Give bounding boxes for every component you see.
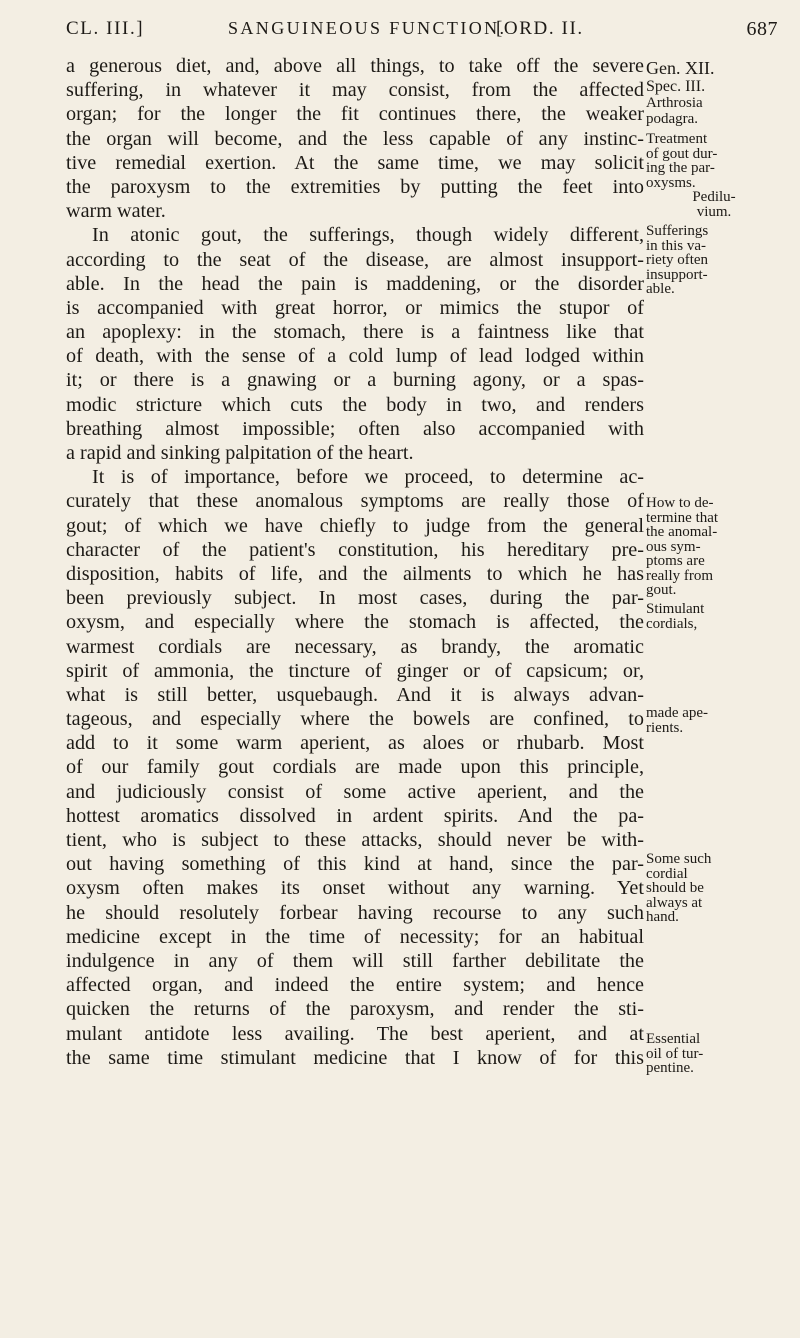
note-line: riety often (646, 252, 709, 268)
text-line: oxysm, and especially where the stomach is affected, the (66, 611, 644, 634)
note-line: rients. (646, 719, 684, 736)
text-line: warm water. (66, 200, 166, 223)
text-line: oxysm often makes its onset without any warning. Yet (66, 877, 644, 900)
note-line: pentine. (646, 1060, 694, 1076)
note-line: ptoms are (646, 553, 705, 569)
text-line: able. In the head the pain is maddening, or the disorder (66, 272, 644, 295)
note-line: cordial (646, 865, 688, 882)
text-line: quicken the returns of the paroxysm, and render the sti- (66, 998, 644, 1021)
text-line: of our family gout cordials are made upon this principle, (66, 756, 644, 779)
note-line: Arthrosia (646, 95, 703, 111)
text-line: tient, who is subject to these attacks, should never be with- (66, 829, 644, 851)
note-line: Stimulant (646, 601, 705, 617)
note-line: should be (646, 880, 704, 896)
text-line: of death, with the sense of a cold lump of lead lodged within (66, 345, 644, 368)
text-line: the paroxysm to the extremities by putting the feet into (66, 175, 644, 198)
text-line: medicine except in the time of necessity; for an habitual (66, 925, 644, 948)
body-text (66, 54, 644, 1070)
note-line: in this va- (646, 237, 706, 254)
text-line: the same time stimulant medicine that I know of for this (66, 1046, 644, 1069)
page-number: 687 (746, 18, 778, 40)
note-line: oxysms. (646, 174, 696, 191)
note-line: hand. (646, 909, 679, 925)
note-line: Pedilu- (692, 189, 736, 205)
marginal-note-treatment (646, 132, 794, 219)
marginal-note-at-hand (646, 852, 794, 925)
text-line: it; or there is a gnawing or a burning agony, or a spas- (66, 369, 644, 392)
text-line: add to it some warm aperient, as aloes or rhubarb. Most (66, 732, 644, 755)
text-line: organ; for the longer the fit continues there, the weaker (66, 103, 644, 126)
text-line: curately that these anomalous symptoms are really those of (66, 490, 644, 513)
note-line: Gen. XII. (646, 58, 715, 78)
text-line: In atonic gout, the sufferings, though widely different, (92, 224, 644, 247)
marginal-note-determine (646, 496, 794, 598)
text-line: is accompanied with great horror, or mimics the stupor of (66, 296, 644, 319)
text-line: out having something of this kind at hand, since the par- (66, 853, 644, 876)
note-line: ing the par- (646, 160, 715, 176)
text-line: tive remedial exertion. At the same time, we may solicit (66, 151, 644, 174)
text-line: affected organ, and indeed the entire system; and hence (66, 974, 644, 997)
text-line: and judiciously consist of some active aperient, and the (66, 780, 644, 803)
text-line: been previously subject. In most cases, during the par- (66, 587, 644, 610)
note-line: really from (646, 567, 714, 584)
running-header (66, 14, 778, 48)
note-line: podagra. (646, 111, 699, 127)
text-line: an apoplexy: in the stomach, there is a faintness like that (66, 321, 644, 344)
note-line: vium. (696, 203, 732, 220)
marginal-note-cordials (646, 602, 794, 631)
marginal-note-genus (646, 58, 794, 127)
text-line: warmest cordials are necessary, as brandy, the aromatic (66, 635, 644, 658)
note-line: Spec. III. (646, 78, 706, 95)
text-line: mulant antidote less availing. The best aperient, and at (66, 1022, 644, 1045)
note-line: made ape- (646, 705, 709, 721)
text-line: tageous, and especially where the bowels are confined, to (66, 708, 644, 731)
marginal-note-essential (646, 1032, 794, 1076)
text-line: the organ will become, and the less capable of any instinc- (66, 127, 644, 150)
text-line: a rapid and sinking palpitation of the heart. (66, 442, 414, 464)
note-line: cordials, (646, 615, 698, 632)
text-line: a generous diet, and, above all things, to take off the severe (66, 55, 644, 77)
text-line: suffering, in whatever it may consist, from the affected (66, 79, 644, 102)
text-line: hottest aromatics dissolved in ardent spirits. And the pa- (66, 804, 644, 827)
text-line: It is of importance, before we proceed, to determine ac- (92, 466, 644, 489)
text-line: according to the seat of the disease, are almost insupport- (66, 248, 644, 271)
note-line: Sufferings (646, 223, 709, 239)
text-line: spirit of ammonia, the tincture of ginger or of capsicum; or, (66, 659, 644, 682)
note-line: the anomal- (646, 524, 718, 540)
note-line: able. (646, 281, 675, 297)
note-line: How to de- (646, 495, 714, 511)
text-line: he should resolutely forbear having recourse to any such (66, 901, 644, 924)
note-line: termine that (646, 509, 719, 526)
text-line: gout; of which we have chiefly to judge from the general (66, 514, 644, 537)
note-line: of gout dur- (646, 145, 718, 162)
marginal-note-sufferings (646, 224, 794, 297)
note-line: gout. (646, 582, 677, 598)
marginal-note-aperients (646, 706, 794, 735)
note-line: insupport- (646, 266, 708, 283)
text-line: breathing almost impossible; often also accompanied with (66, 417, 644, 440)
note-line: Some such (646, 851, 712, 867)
section-title: SANGUINEOUS FUNCTION. (228, 18, 507, 38)
text-line: what is still better, usquebaugh. And it is always advan- (66, 683, 644, 706)
note-line: Essential (646, 1031, 701, 1047)
chapter-ref: CL. III.] (66, 18, 145, 39)
note-line: always at (646, 894, 703, 911)
note-line: ous sym- (646, 538, 701, 555)
note-line: Treatment (646, 131, 708, 147)
text-line: character of the patient's constitution, his hereditary pre- (66, 538, 644, 561)
order-ref: [ORD. II. (496, 18, 584, 39)
note-line: oil of tur- (646, 1045, 704, 1062)
text-line: modic stricture which cuts the body in two, and renders (66, 393, 644, 416)
text-line: indulgence in any of them will still farther debilitate the (66, 949, 644, 972)
text-line: disposition, habits of life, and the ailments to which he has (66, 562, 644, 585)
